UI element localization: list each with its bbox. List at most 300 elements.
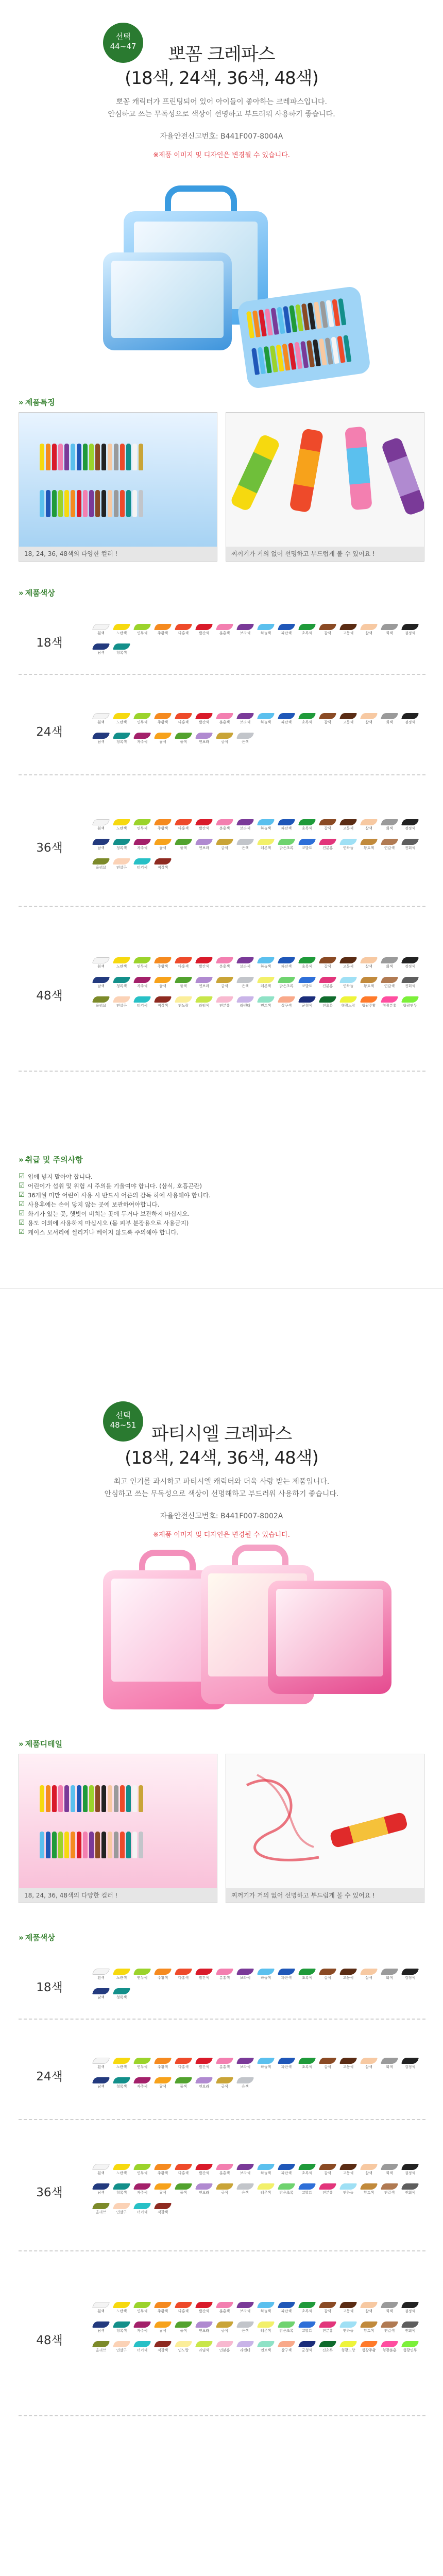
swatch-name: 주황색 bbox=[157, 2171, 168, 2175]
swatch-name: 빨간색 bbox=[198, 826, 210, 831]
color-swatch bbox=[111, 622, 132, 639]
swatch-name: 청록색 bbox=[116, 739, 127, 744]
color-swatch bbox=[132, 1967, 152, 1984]
color-swatch bbox=[132, 837, 152, 854]
swatch-stroke bbox=[319, 2058, 336, 2064]
swatch-name: 귤색 bbox=[159, 739, 166, 744]
color-swatch bbox=[194, 837, 214, 854]
swatch-stroke bbox=[401, 2341, 419, 2347]
swatch-stroke bbox=[154, 2302, 172, 2308]
color-swatch bbox=[111, 955, 132, 973]
swatch-stroke bbox=[92, 713, 110, 719]
color-swatch bbox=[111, 2339, 132, 2357]
color-set-label: 24색 bbox=[36, 725, 63, 739]
color-swatch bbox=[338, 994, 359, 1012]
crayon-row bbox=[246, 298, 346, 338]
color-swatch bbox=[214, 2056, 235, 2073]
color-swatch bbox=[173, 994, 194, 1012]
color-swatch bbox=[214, 2300, 235, 2317]
color-swatch bbox=[317, 2181, 338, 2199]
color-swatch bbox=[297, 2300, 317, 2317]
swatch-name: 남색 bbox=[97, 2084, 105, 2089]
swatch-stroke bbox=[298, 2321, 316, 2328]
swatch-stroke bbox=[339, 2183, 357, 2190]
swatch-stroke bbox=[133, 858, 151, 865]
color-swatch bbox=[111, 975, 132, 992]
swatch-name: 회색 bbox=[386, 631, 393, 635]
color-swatch bbox=[194, 2319, 214, 2337]
swatch-stroke bbox=[154, 957, 172, 963]
swatch-stroke bbox=[339, 839, 357, 845]
color-swatch bbox=[111, 2300, 132, 2317]
swatch-stroke bbox=[298, 713, 316, 719]
product-description: 뽀꼼 캐릭터가 프린팅되어 있어 아이들이 좋아하는 크레파스입니다. 안심하고 쓰는 무독성으로 색상이 선명하고 부드러워 사용하기 좋습니다. bbox=[108, 98, 335, 118]
swatch-name: 초록색 bbox=[301, 2171, 313, 2175]
swatch-stroke bbox=[257, 839, 275, 845]
crayon-row bbox=[251, 335, 351, 375]
swatch-stroke bbox=[298, 977, 316, 983]
swatch-name: 연두색 bbox=[137, 964, 148, 969]
color-swatch bbox=[338, 2181, 359, 2199]
swatch-stroke bbox=[339, 624, 357, 630]
swatch-stroke bbox=[154, 2058, 172, 2064]
color-set-label: 18색 bbox=[36, 636, 63, 650]
swatch-stroke bbox=[113, 2341, 130, 2347]
color-swatch bbox=[255, 2300, 276, 2317]
color-swatch bbox=[276, 1967, 297, 1984]
color-swatch bbox=[91, 2181, 111, 2199]
color-swatch bbox=[235, 2339, 255, 2357]
color-swatch bbox=[359, 994, 379, 1012]
swatch-name: 보라색 bbox=[240, 964, 251, 969]
swatch-stroke bbox=[92, 2164, 110, 2170]
swatch-name: 연살구 bbox=[116, 865, 127, 870]
color-swatch bbox=[235, 2300, 255, 2317]
swatch-name: 노란색 bbox=[116, 2171, 127, 2175]
swatch-name: 고동색 bbox=[343, 964, 354, 969]
color-swatch bbox=[400, 2300, 420, 2317]
color-swatch bbox=[276, 622, 297, 639]
swatch-stroke bbox=[216, 2077, 233, 2083]
swatch-stroke bbox=[401, 2058, 419, 2064]
color-swatch bbox=[214, 817, 235, 835]
swatch-stroke bbox=[401, 819, 419, 825]
color-swatch bbox=[173, 955, 194, 973]
swatch-stroke bbox=[92, 977, 110, 983]
color-swatch bbox=[379, 2300, 400, 2317]
color-swatch bbox=[276, 955, 297, 973]
swatch-name: 연노랑 bbox=[178, 2348, 189, 2352]
color-swatch bbox=[173, 622, 194, 639]
color-swatch bbox=[276, 975, 297, 992]
swatch-stroke bbox=[236, 2183, 254, 2190]
color-swatch bbox=[152, 856, 173, 874]
swatch-stroke bbox=[339, 977, 357, 983]
color-swatch bbox=[400, 2339, 420, 2357]
swatch-stroke bbox=[195, 839, 213, 845]
color-swatch bbox=[379, 1967, 400, 1984]
color-swatch bbox=[235, 975, 255, 992]
swatch-name: 터키색 bbox=[137, 865, 148, 870]
swatch-stroke bbox=[257, 2058, 275, 2064]
swatch-stroke bbox=[92, 733, 110, 739]
caution-item: ☑ 용도 이외에 사용하지 마십시오 (몸 피부 분장용으로 사용금지) bbox=[19, 1218, 425, 1228]
swatch-stroke bbox=[175, 996, 192, 1003]
color-swatch bbox=[111, 1986, 132, 2004]
feature-photo-colors bbox=[19, 1754, 217, 1903]
swatch-name: 갈색 bbox=[324, 2309, 331, 2313]
swatch-stroke bbox=[133, 957, 151, 963]
swatch-name: 자주색 bbox=[137, 984, 148, 988]
color-swatch bbox=[379, 2339, 400, 2357]
color-swatch bbox=[338, 955, 359, 973]
color-swatch bbox=[379, 975, 400, 992]
color-swatch bbox=[400, 622, 420, 639]
color-swatch bbox=[235, 622, 255, 639]
color-swatch bbox=[317, 622, 338, 639]
color-swatch bbox=[132, 2300, 152, 2317]
feature-photo-smooth bbox=[226, 412, 424, 562]
swatch-stroke bbox=[278, 957, 295, 963]
swatch-grid bbox=[91, 1967, 420, 2004]
swatch-name: 검정색 bbox=[404, 631, 416, 635]
swatch-stroke bbox=[216, 977, 233, 983]
caution-item: ☑ 케이스 모서리에 찔리거나 베이지 않도록 주의해야 합니다. bbox=[19, 1228, 425, 1237]
color-swatch bbox=[194, 2162, 214, 2179]
swatch-name: 파란색 bbox=[281, 631, 292, 635]
swatch-stroke bbox=[195, 2302, 213, 2308]
swatch-name: 은색 bbox=[242, 984, 249, 988]
swatch-stroke bbox=[298, 996, 316, 1003]
swatch-name: 금색 bbox=[221, 845, 228, 850]
swatch-stroke bbox=[257, 2164, 275, 2170]
color-swatch bbox=[91, 955, 111, 973]
swatch-stroke bbox=[113, 624, 130, 630]
color-swatch bbox=[317, 2339, 338, 2357]
swatch-stroke bbox=[360, 819, 378, 825]
caution-item: ☑ 어린이가 섭취 및 위험 시 주의를 기울여야 합니다. (삼식, 호흡곤란) bbox=[19, 1181, 425, 1191]
color-set-label: 36색 bbox=[36, 841, 63, 855]
swatch-name: 살색 bbox=[365, 631, 372, 635]
color-swatch bbox=[173, 2181, 194, 2199]
swatch-name: 진회색 bbox=[404, 2190, 416, 2195]
swatch-stroke bbox=[298, 2183, 316, 2190]
color-swatch bbox=[152, 975, 173, 992]
swatch-name: 회색 bbox=[386, 826, 393, 831]
color-swatch bbox=[214, 2162, 235, 2179]
color-swatch bbox=[173, 837, 194, 854]
color-set-row bbox=[19, 2030, 425, 2120]
swatch-name: 연두색 bbox=[137, 2064, 148, 2069]
swatch-stroke bbox=[154, 977, 172, 983]
swatch-stroke bbox=[113, 2203, 130, 2209]
swatch-stroke bbox=[381, 996, 398, 1003]
swatch-stroke bbox=[360, 2302, 378, 2308]
swatch-name: 갈색 bbox=[324, 1976, 331, 1980]
color-swatch bbox=[214, 711, 235, 728]
color-swatch bbox=[317, 2056, 338, 2073]
color-swatch bbox=[91, 622, 111, 639]
color-swatch bbox=[214, 975, 235, 992]
swatch-stroke bbox=[216, 996, 233, 1003]
swatch-stroke bbox=[195, 957, 213, 963]
swatch-name: 연두색 bbox=[137, 2171, 148, 2175]
color-swatch bbox=[111, 2319, 132, 2337]
swatch-name: 풀색 bbox=[180, 2084, 187, 2089]
swatch-stroke bbox=[195, 819, 213, 825]
color-swatch bbox=[400, 711, 420, 728]
swatch-name: 검정색 bbox=[404, 2309, 416, 2313]
swatch-stroke bbox=[133, 2183, 151, 2190]
swatch-name: 주황색 bbox=[157, 2064, 168, 2069]
swatch-name: 파란색 bbox=[281, 720, 292, 724]
swatch-name: 하늘색 bbox=[260, 1976, 271, 1980]
color-swatch bbox=[132, 2319, 152, 2337]
swatch-stroke bbox=[175, 2183, 192, 2190]
swatch-stroke bbox=[175, 2164, 192, 2170]
color-swatch bbox=[400, 817, 420, 835]
swatch-stroke bbox=[278, 2058, 295, 2064]
swatch-stroke bbox=[401, 957, 419, 963]
color-swatch bbox=[400, 837, 420, 854]
color-swatch bbox=[91, 731, 111, 748]
color-set-label: 48색 bbox=[36, 2334, 63, 2347]
color-swatch bbox=[132, 731, 152, 748]
color-swatch bbox=[255, 2319, 276, 2337]
swatch-name: 갈색 bbox=[324, 2171, 331, 2175]
option-badge: 선택 44~47 bbox=[103, 23, 143, 63]
color-swatch bbox=[276, 837, 297, 854]
swatch-stroke bbox=[236, 733, 254, 739]
color-swatch bbox=[111, 817, 132, 835]
swatch-name: 진분홍 bbox=[322, 984, 333, 988]
swatch-name: 금색 bbox=[221, 2329, 228, 2333]
color-swatch bbox=[214, 1967, 235, 1984]
swatch-stroke bbox=[92, 2077, 110, 2083]
color-swatch bbox=[173, 817, 194, 835]
swatch-name: 초록색 bbox=[301, 720, 313, 724]
swatch-stroke bbox=[360, 624, 378, 630]
swatch-name: 연두색 bbox=[137, 631, 148, 635]
swatch-stroke bbox=[339, 2164, 357, 2170]
swatch-stroke bbox=[154, 2164, 172, 2170]
swatch-grid bbox=[91, 2300, 420, 2357]
color-set-row bbox=[19, 1953, 425, 2020]
color-swatch bbox=[317, 994, 338, 1012]
color-swatch bbox=[194, 2339, 214, 2357]
swatch-name: 밝은초록 bbox=[279, 2329, 294, 2333]
swatch-stroke bbox=[133, 2058, 151, 2064]
color-swatch bbox=[152, 837, 173, 854]
swatch-stroke bbox=[278, 2183, 295, 2190]
swatch-stroke bbox=[113, 996, 130, 1003]
swatch-name: 형광연두 bbox=[403, 1004, 417, 1008]
color-swatch bbox=[235, 711, 255, 728]
color-swatch bbox=[359, 2300, 379, 2317]
color-swatch bbox=[173, 2319, 194, 2337]
swatch-stroke bbox=[133, 839, 151, 845]
swatch-name: 다홍색 bbox=[178, 964, 189, 969]
swatch-name: 연보라 bbox=[198, 2084, 210, 2089]
swatch-name: 연보라 bbox=[198, 2190, 210, 2195]
color-swatch bbox=[276, 2056, 297, 2073]
swatch-stroke bbox=[319, 2321, 336, 2328]
swatch-stroke bbox=[133, 2341, 151, 2347]
swatch-name: 금색 bbox=[221, 2190, 228, 2195]
swatch-name: 다홍색 bbox=[178, 2064, 189, 2069]
color-swatch bbox=[338, 1967, 359, 1984]
color-swatch bbox=[194, 1967, 214, 1984]
swatch-stroke bbox=[175, 1969, 192, 1975]
swatch-stroke bbox=[216, 2164, 233, 2170]
swatch-name: 은색 bbox=[242, 2084, 249, 2089]
color-swatch bbox=[297, 837, 317, 854]
swatch-name: 고동색 bbox=[343, 631, 354, 635]
swatch-name: 황토색 bbox=[363, 845, 374, 850]
swatch-name: 고동색 bbox=[343, 2171, 354, 2175]
swatch-name: 고동색 bbox=[343, 826, 354, 831]
color-swatch bbox=[194, 731, 214, 748]
swatch-stroke bbox=[175, 977, 192, 983]
swatch-name: 분홍색 bbox=[219, 964, 230, 969]
swatch-name: 진분홍 bbox=[322, 2190, 333, 2195]
color-swatch bbox=[214, 2181, 235, 2199]
swatch-name: 연두색 bbox=[137, 826, 148, 831]
swatch-name: 적갈색 bbox=[157, 865, 168, 870]
color-swatch bbox=[317, 1967, 338, 1984]
swatch-stroke bbox=[113, 733, 130, 739]
design-change-note: ※제품 이미지 및 디자인은 변경될 수 있습니다. bbox=[153, 151, 290, 159]
swatch-name: 라임색 bbox=[198, 2348, 210, 2352]
swatch-stroke bbox=[401, 2183, 419, 2190]
swatch-stroke bbox=[216, 2302, 233, 2308]
swatch-name: 금색 bbox=[221, 2084, 228, 2089]
swatch-stroke bbox=[401, 996, 419, 1003]
swatch-name: 청록색 bbox=[116, 2084, 127, 2089]
swatch-name: 고동색 bbox=[343, 1976, 354, 1980]
color-swatch bbox=[91, 711, 111, 728]
swatch-stroke bbox=[278, 839, 295, 845]
swatch-stroke bbox=[360, 2321, 378, 2328]
swatch-name: 귤색 bbox=[159, 2084, 166, 2089]
color-set-row bbox=[19, 917, 425, 1072]
swatch-stroke bbox=[360, 996, 378, 1003]
swatch-stroke bbox=[92, 957, 110, 963]
swatch-stroke bbox=[113, 839, 130, 845]
swatch-name: 회색 bbox=[386, 2309, 393, 2313]
swatch-stroke bbox=[133, 713, 151, 719]
swatch-stroke bbox=[339, 2058, 357, 2064]
swatch-stroke bbox=[298, 819, 316, 825]
color-swatch bbox=[297, 955, 317, 973]
swatch-name: 남색 bbox=[97, 739, 105, 744]
color-swatch bbox=[338, 2162, 359, 2179]
swatch-name: 노란색 bbox=[116, 1976, 127, 1980]
swatch-name: 은색 bbox=[242, 739, 249, 744]
color-swatch bbox=[132, 2201, 152, 2218]
swatch-stroke bbox=[154, 2183, 172, 2190]
swatch-name: 흰색 bbox=[97, 2064, 105, 2069]
swatch-stroke bbox=[154, 733, 172, 739]
swatch-name: 보라색 bbox=[240, 720, 251, 724]
swatch-name: 노란색 bbox=[116, 631, 127, 635]
swatch-stroke bbox=[216, 2183, 233, 2190]
swatch-stroke bbox=[257, 2183, 275, 2190]
color-swatch bbox=[235, 731, 255, 748]
swatch-name: 황토색 bbox=[363, 984, 374, 988]
swatch-name: 다홍색 bbox=[178, 631, 189, 635]
swatch-name: 연살구 bbox=[116, 2348, 127, 2352]
swatch-name: 초록색 bbox=[301, 1976, 313, 1980]
color-swatch bbox=[91, 1986, 111, 2004]
color-swatch bbox=[111, 2162, 132, 2179]
swatch-stroke bbox=[339, 2341, 357, 2347]
color-swatch bbox=[297, 2339, 317, 2357]
swatch-stroke bbox=[278, 1969, 295, 1975]
swatch-name: 남색 bbox=[97, 2190, 105, 2195]
swatch-stroke bbox=[175, 2058, 192, 2064]
swatch-name: 은색 bbox=[242, 845, 249, 850]
swatch-name: 은색 bbox=[242, 2329, 249, 2333]
swatch-stroke bbox=[195, 2077, 213, 2083]
swatch-name: 터키색 bbox=[137, 2348, 148, 2352]
swatch-name: 흰색 bbox=[97, 1976, 105, 1980]
swatch-name: 살색 bbox=[365, 2171, 372, 2175]
swatch-stroke bbox=[401, 977, 419, 983]
crayon-stroke-illustration bbox=[226, 1754, 424, 1889]
color-swatch bbox=[359, 975, 379, 992]
caution-heading: » 취급 및 주의사항 bbox=[19, 1154, 83, 1165]
swatch-name: 초록색 bbox=[301, 2309, 313, 2313]
swatch-name: 살색 bbox=[365, 2064, 372, 2069]
swatch-stroke bbox=[113, 713, 130, 719]
swatch-stroke bbox=[236, 2341, 254, 2347]
caution-list bbox=[19, 1172, 425, 1237]
section-divider bbox=[0, 1288, 443, 1289]
swatch-name: 빨간색 bbox=[198, 2064, 210, 2069]
feature-caption: 18, 24, 36, 48색의 다양한 컬러 ! bbox=[19, 1888, 217, 1903]
swatch-stroke bbox=[154, 1969, 172, 1975]
swatch-stroke bbox=[339, 819, 357, 825]
color-swatch bbox=[400, 2056, 420, 2073]
swatch-stroke bbox=[195, 1969, 213, 1975]
color-swatch bbox=[379, 622, 400, 639]
swatch-name: 황토색 bbox=[363, 2190, 374, 2195]
swatch-name: 진분홍 bbox=[322, 845, 333, 850]
swatch-stroke bbox=[298, 839, 316, 845]
swatch-stroke bbox=[113, 819, 130, 825]
swatch-name: 다홍색 bbox=[178, 720, 189, 724]
swatch-name: 다홍색 bbox=[178, 826, 189, 831]
color-swatch bbox=[297, 2319, 317, 2337]
swatch-stroke bbox=[319, 2341, 336, 2347]
caution-item: ☑ 입에 넣지 말아야 합니다. bbox=[19, 1172, 425, 1181]
swatch-stroke bbox=[113, 2321, 130, 2328]
swatch-stroke bbox=[401, 2164, 419, 2170]
color-swatch bbox=[194, 2056, 214, 2073]
swatch-name: 연살구 bbox=[116, 1004, 127, 1008]
color-swatch bbox=[400, 2181, 420, 2199]
swatch-stroke bbox=[113, 977, 130, 983]
color-swatch bbox=[400, 2162, 420, 2179]
product-description: 최고 인기를 과시하고 파티시엘 캐릭터와 더욱 사랑 받는 제품입니다. 안심하고 쓰는 무독성으로 색상이 선명해하고 부드러워 사용하기 좋습니다. bbox=[104, 1478, 339, 1498]
color-swatch bbox=[338, 837, 359, 854]
swatch-stroke bbox=[175, 2341, 192, 2347]
color-swatch bbox=[152, 955, 173, 973]
product-section-2 bbox=[0, 1401, 443, 2576]
color-swatch bbox=[111, 731, 132, 748]
swatch-name: 파란색 bbox=[281, 2171, 292, 2175]
